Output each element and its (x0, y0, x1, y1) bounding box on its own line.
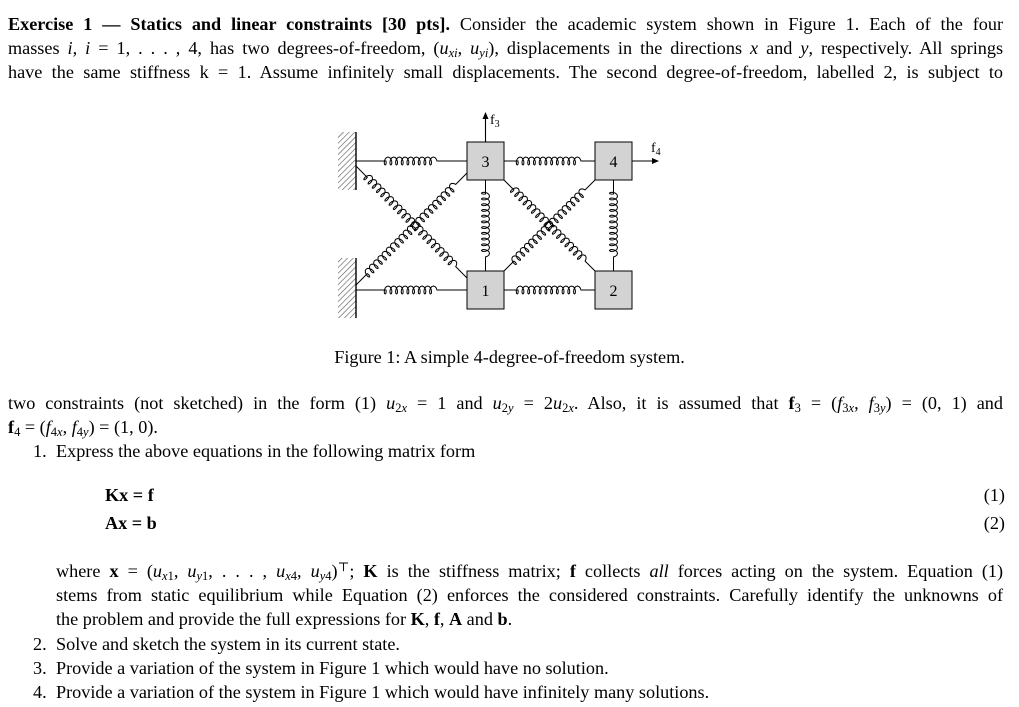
intro-line-2: masses i, i = 1, . . . , 4, has two degrees-of-freedom, ($u_{xi}$, $u_{yi}$), displacements in the directions x and y, respectively. All springs (8, 38, 1004, 60)
item-3-text: Provide a variation of the system in Figure 1 which would have no solution. (56, 658, 609, 678)
spring-3-to-1 (482, 180, 490, 271)
equation-1-number: (1) (983, 485, 1005, 505)
force-f3-arrow (483, 112, 500, 142)
item-2-number: 2. (33, 634, 47, 654)
spring-mass-figure (330, 110, 680, 325)
lower-wall (338, 258, 356, 318)
equation-1: Kx = f (105, 485, 154, 505)
item-1-number: 1. (33, 441, 47, 461)
spring-1-to-4-diagonal (504, 180, 595, 271)
figure-caption: Figure 1: A simple 4-degree-of-freedom system. (334, 347, 685, 367)
item-1-cont-3: the problem and provide the full expressions for K, f, A and b. (56, 609, 513, 629)
spring-wall-to-3 (356, 157, 467, 165)
force-f4-arrow (632, 141, 661, 164)
intro-line-3: have the same stiffness k = 1. Assume infinitely small displacements. The second degree-of-freedom, labelled 2, is subject to (8, 62, 1003, 82)
spring-3-to-2-diagonal (504, 180, 595, 271)
mass-1-label: 1 (481, 283, 490, 300)
spring-wall-to-3-diagonal (356, 173, 467, 285)
spring-4-to-2 (610, 180, 618, 271)
item-3-number: 3. (33, 658, 47, 678)
mass-1 (467, 271, 504, 309)
mass-3-label: 3 (481, 154, 490, 171)
spring-wall-to-1 (356, 286, 467, 294)
mass-4 (595, 142, 632, 180)
upper-wall (338, 132, 356, 190)
body-line-4: two constraints (not sketched) in the form (1) $u_{2x} = 1$ and $u_{2y} = 2u_{2x}$. Also, it is assumed that $f_3 = (f_{3x}$, $f_{3y}) = (0$, 1) and (8, 393, 1003, 415)
mass-2 (595, 271, 632, 309)
item-4-number: 4. (33, 682, 47, 702)
item-2-text: Solve and sketch the system in its current state. (56, 634, 400, 654)
item-1-cont-2: stems from static equilibrium while Equation (2) enforces the considered constraints. Carefully identify the unknowns of (56, 585, 1003, 605)
mass-3 (467, 142, 504, 180)
equation-2-number: (2) (983, 513, 1005, 533)
equation-2: Ax = b (105, 513, 157, 533)
exercise-title: Exercise 1 — Statics and linear constraints [30 pts]. (8, 14, 450, 34)
item-4-text: Provide a variation of the system in Figure 1 which would have infinitely many solutions. (56, 682, 710, 702)
spring-1-to-2 (504, 286, 595, 294)
svg-text:f3: $f_3$ (490, 113, 500, 130)
svg-text:f4: $f_4$ (651, 141, 661, 158)
spring-wall-to-1-diagonal (356, 166, 467, 278)
spring-3-to-4 (504, 157, 595, 165)
body-line-5: $f_4 = (f_{4x}$, $f_{4y}) = (1$, 0). (8, 417, 158, 439)
mass-4-label: 4 (609, 154, 618, 171)
intro-line-1: Exercise 1 — Statics and linear constraints [30 pts]. Consider the academic system shown in Figure 1. Each of the four (8, 14, 1004, 34)
item-1-text: Express the above equations in the following matrix form (56, 441, 476, 461)
mass-2-label: 2 (609, 283, 618, 300)
item-1-cont-1: where $x = (u_{x1}$, $u_{y1}$, . . . , $u_{x4}$, $u_{y4})^⊤$; K is the stiffness matrix; f collects all forces acting on the system. Equation (1) (56, 560, 1004, 583)
